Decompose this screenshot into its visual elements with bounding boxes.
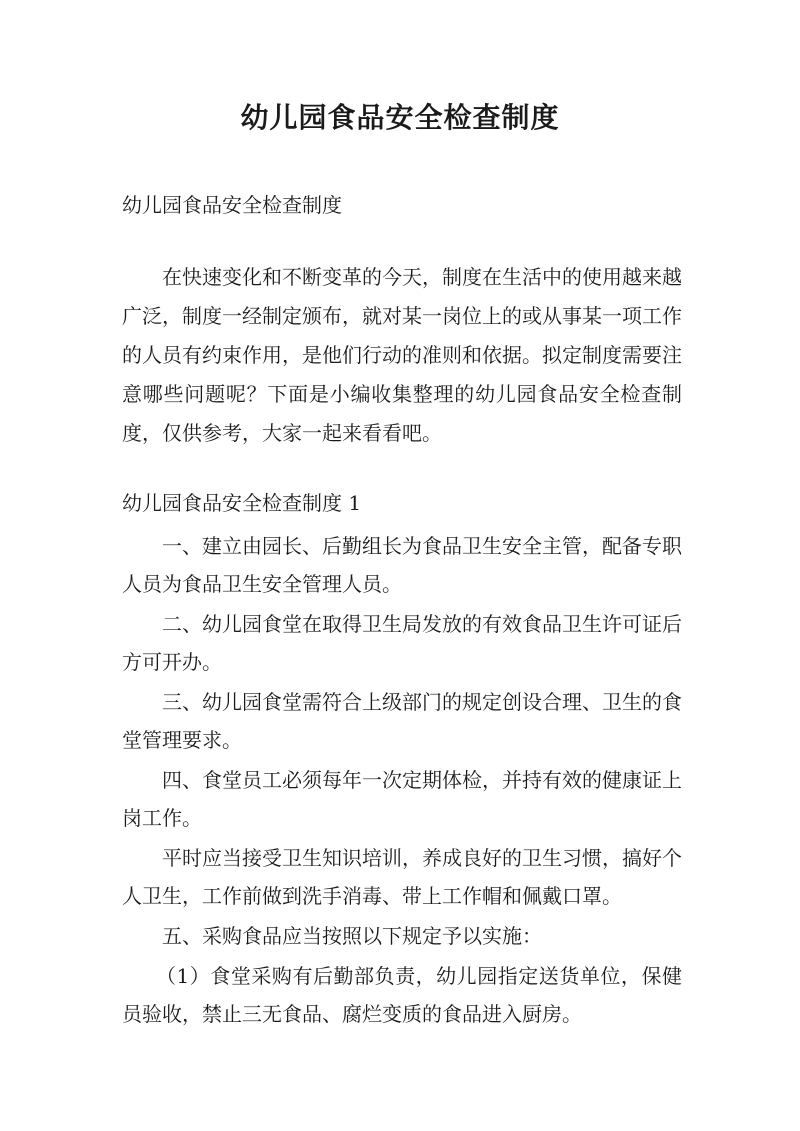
rule-item: 三、幼儿园食堂需符合上级部门的规定创设合理、卫生的食堂管理要求。 [122, 690, 682, 752]
rule-subitem: （1）食堂采购有后勤部负责，幼儿园指定送货单位，保健员验收，禁止三无食品、腐烂变质的食品进入厨房。 [122, 964, 682, 1026]
rule-item: 五、采购食品应当按照以下规定予以实施： [162, 924, 542, 948]
rule-item: 一、建立由园长、后勤组长为食品卫生安全主管，配备专职人员为食品卫生安全管理人员。 [122, 534, 682, 596]
rule-item: 平时应当接受卫生知识培训，养成良好的卫生习惯，搞好个人卫生，工作前做到洗手消毒、带上工作帽和佩戴口罩。 [122, 846, 682, 908]
document-subtitle: 幼儿园食品安全检查制度 [122, 193, 342, 217]
rule-item: 二、幼儿园食堂在取得卫生局发放的有效食品卫生许可证后方可开办。 [122, 612, 682, 674]
intro-paragraph: 在快速变化和不断变革的今天，制度在生活中的使用越来越广泛，制度一经制定颁布，就对某一岗位上的或从事某一项工作的人员有约束作用，是他们行动的准则和依据。拟定制度需要注意哪些问题呢？下面是小编收集整理的幼儿园食品安全检查制度，仅供参考，大家一起来看看吧。 [122, 265, 682, 445]
rule-item: 四、食堂员工必须每年一次定期体检，并持有效的健康证上岗工作。 [122, 768, 682, 830]
rules-list [122, 527, 682, 1035]
document-title: 幼儿园食品安全检查制度 [240, 101, 560, 134]
section-heading: 幼儿园食品安全检查制度 1 [122, 491, 362, 515]
